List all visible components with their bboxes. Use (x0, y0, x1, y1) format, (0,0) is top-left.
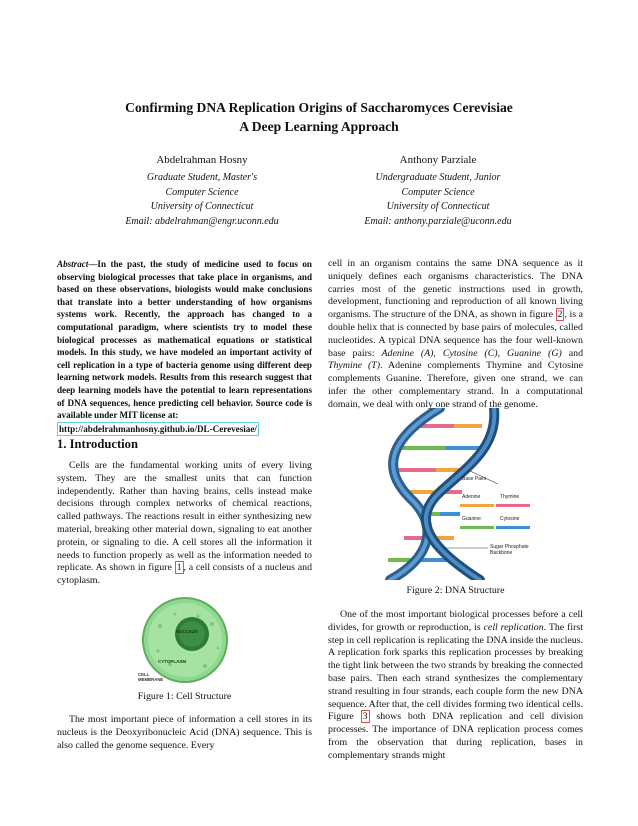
cell-membrane-label (138, 672, 163, 682)
right-column-paragraph-1 (328, 258, 583, 412)
replication-text-3: shows both DNA replication and cell division processes. The importance of DNA replication process comes from the observation that during replication, bases in complementary strands might (328, 711, 584, 761)
paper-title (40, 98, 598, 136)
author-block-2 (298, 153, 578, 230)
membrane-label-line-2: MEMBRANE (138, 677, 164, 682)
abstract-label: Abstract (57, 259, 89, 269)
abstract (57, 258, 312, 436)
cytoplasm-label: CYTOPLASM (158, 659, 187, 664)
section-heading-introduction: 1. Introduction (57, 437, 138, 451)
thymine-label: Thymine (500, 494, 520, 500)
dna-text-2: , is a double helix that is connected by base pairs of molecules, called nucleotides. A typical DNA sequence has the four well-known base pairs: (328, 309, 583, 359)
backbone-label-line-2: Backbone (490, 550, 513, 556)
left-column (57, 258, 312, 436)
replication-emphasis: cell replication (483, 621, 544, 633)
guanine-label: Guanine (462, 516, 481, 522)
replication-text-1: One of the most important biological processes before a cell divides, for growth or reproduction, is (328, 609, 583, 633)
dna-text-3: . Adenine complements Thymine and Cytosine complements Guanine. Therefore, given one strand, we can infer the other complementary strand. In a computational domain, we deal with only one strand of the genome. (328, 360, 584, 410)
intro-p1-text-end: , a cell consists of a nucleus and cytoplasm. (57, 562, 313, 587)
figure-3-link[interactable]: 3 (362, 711, 368, 723)
replication-text-2: . The first step in cell replication is replicating the DNA inside the nucleus. A replication fork sparks this replication processes by breaking the tight link between the two strands by breaking the connected base pairs. Then each strand synthesizes the complementary strand resulting in four strands, each couple form the new DNA sequence. After that, the cell divides forming two identical cells. Figure (328, 621, 583, 723)
abstract-text: —In the past, the study of medicine used to focus on observing biological processes that take place in organisms, and based on these observations, biologists would make conclusions that translate into a better understanding of how organisms systems work. Recently, the approach has changed to a computational paradigm, where scientists try to model these biological processes as mathematical equations or statistical models. In this study, we have modeled an important activity of cell replication in a type of bacteria genome using different deep learning network models. Results from this research suggest that deep learning models have the potential to learn representations of DNA sequences, hence predicting cell behavior. Source code is available under MIT license at: (57, 259, 312, 421)
dna-and-word: and (568, 347, 584, 359)
author-email: Email: abdelrahman@engr.uconn.edu (125, 216, 279, 228)
backbone-label-line-1: Sugar Phosphate (490, 544, 529, 550)
author-role: Graduate Student, Master's (146, 171, 258, 183)
introduction-paragraph-2-block (57, 714, 312, 752)
dna-base-thymine-text: Thymine (T) (328, 360, 381, 372)
author-univ: University of Connecticut (386, 201, 490, 213)
membrane-label-line-1: CELL (138, 672, 150, 677)
intro-paragraph-1 (57, 460, 312, 588)
figure-2-dna-illustration (370, 408, 550, 580)
author-role: Undergraduate Student, Junior (375, 171, 501, 183)
intro-p1-text: Cells are the fundamental working units of every living system. They are the smallest units that can function independently. Rather than having brains, cells instead make decisions through complex networks of chemical reactions, called pathways. The reactions result in either synthesizing new material, breaking other material down, signaling to eat another protein, or signaling to die. A cell stores all the information it needs to function properly as well as the information needed to replicate. As shown in figure (57, 460, 312, 574)
author-email: Email: anthony.parziale@uconn.edu (364, 216, 512, 228)
intro-paragraph-2: The most important piece of information a cell stores in its nucleus is the Deoxyribonucleic Acid (DNA) sequence. This is also called the genome sequence. Every (57, 714, 312, 751)
dna-bases-text: Adenine (A), Cytosine (C), Guanine (G) (381, 347, 562, 359)
introduction-paragraph-1-block (57, 460, 312, 588)
figure-1-link[interactable]: 1 (176, 562, 182, 574)
author-name: Anthony Parziale (399, 154, 477, 166)
adenine-label: Adenine (462, 494, 481, 500)
author-dept: Computer Science (165, 186, 239, 198)
title-line-1: Confirming DNA Replication Origins of Saccharomyces Cerevisiae (125, 100, 513, 115)
backbone-label (490, 544, 529, 556)
base-pairs-label: Base Pairs (462, 476, 487, 482)
figure-1-caption: Figure 1: Cell Structure (137, 691, 232, 702)
author-univ: University of Connecticut (150, 201, 254, 213)
author-dept: Computer Science (401, 186, 475, 198)
dna-text-1: cell in an organism contains the same DNA sequence as it uniquely defines each organisms characteristics. The DNA carries most of the genetic instructions used in growth, development, functioning and reproduction of all known living organisms. The structure of the DNA, as shown in figure (328, 258, 583, 321)
right-column-paragraph-2 (328, 609, 583, 763)
cytosine-label: Cytosine (500, 516, 520, 522)
source-code-link[interactable]: http://abdelrahmanhosny.github.io/DL-Cerevesiae/ (57, 422, 259, 437)
introduction-heading-block (57, 438, 312, 451)
dna-paragraph (328, 258, 583, 412)
nucleus-label: NUCLEUS (176, 629, 198, 634)
author-name: Abdelrahman Hosny (156, 154, 248, 166)
figure-1-cell-illustration (130, 596, 250, 688)
replication-paragraph (328, 609, 583, 763)
figure-2-link[interactable]: 2 (557, 309, 563, 321)
figure-2-caption: Figure 2: DNA Structure (406, 585, 505, 596)
title-line-2: A Deep Learning Approach (239, 119, 399, 134)
